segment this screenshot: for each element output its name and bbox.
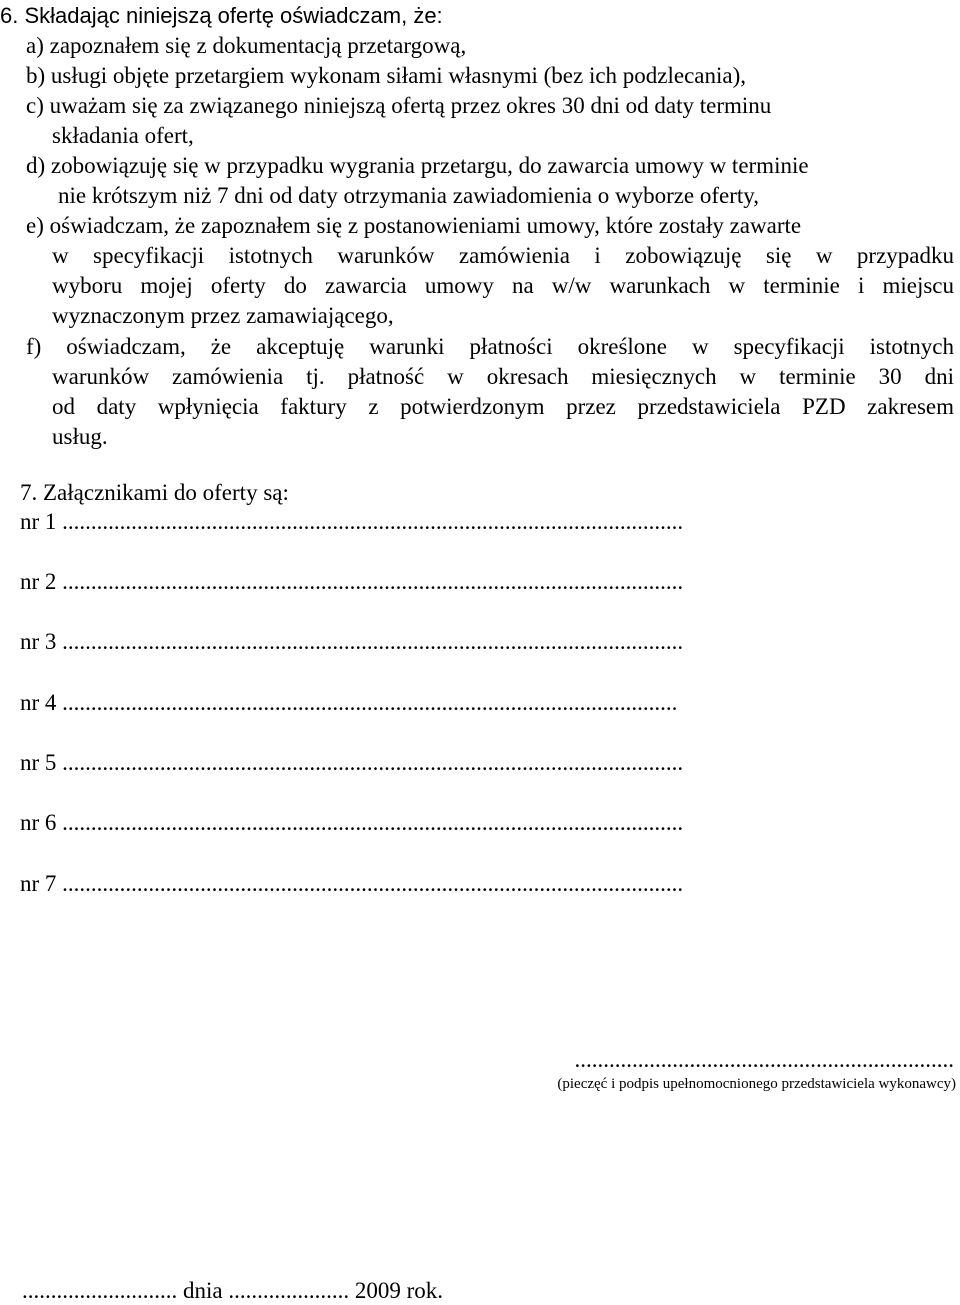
clause-f-line-1: f) oświadczam, że akceptuję warunki płatności określone w specyfikacji istotnych — [26, 334, 954, 359]
clause-c-line-2: składania ofert, — [52, 123, 194, 148]
attachment-line-6: nr 6 ............................................................................................................ — [20, 810, 684, 835]
clause-f-line-3: od daty wpłynięcia faktury z potwierdzonym przez przedstawiciela PZD zakresem — [52, 394, 954, 419]
clause-f-line-4: usług. — [52, 424, 108, 449]
attachment-line-4: nr 4 ........................................................................................................... — [20, 690, 678, 715]
clause-e-line-4: wyznaczonym przez zamawiającego, — [52, 303, 394, 328]
attachment-line-7: nr 7 ............................................................................................................ — [20, 871, 684, 896]
attachment-line-3: nr 3 ............................................................................................................ — [20, 629, 684, 654]
attachment-line-5: nr 5 ............................................................................................................ — [20, 750, 684, 775]
signature-dots: .................................................................. — [574, 1047, 954, 1072]
section-7-heading: 7. Załącznikami do oferty są: — [20, 480, 289, 505]
signature-caption: (pieczęć i podpis upełnomocnionego przedstawiciela wykonawcy) — [557, 1076, 956, 1092]
attachment-line-2: nr 2 ............................................................................................................ — [20, 569, 684, 594]
clause-a: a) zapoznałem się z dokumentacją przetargową, — [26, 33, 467, 58]
attachment-line-1: nr 1 ............................................................................................................ — [20, 509, 684, 534]
clause-f-line-2: warunków zamówienia tj. płatność w okresach miesięcznych w terminie 30 dni — [52, 364, 954, 389]
section-6-heading: 6. Składając niniejszą ofertę oświadczam, że: — [0, 3, 443, 28]
clause-e-line-2: w specyfikacji istotnych warunków zamówienia i zobowiązuję się w przypadku — [52, 243, 954, 268]
clause-e-line-1: e) oświadczam, że zapoznałem się z postanowieniami umowy, które zostały zawarte — [26, 213, 802, 238]
date-line: ........................... dnia ..................... 2009 rok. — [22, 1278, 444, 1303]
clause-e-line-3: wyboru mojej oferty do zawarcia umowy na w/w warunkach w terminie i miejscu — [52, 273, 954, 298]
clause-d-line-2: nie krótszym niż 7 dni od daty otrzymania zawiadomienia o wyborze oferty, — [58, 183, 760, 208]
clause-c-line-1: c) uważam się za związanego niniejszą ofertą przez okres 30 dni od daty terminu — [26, 93, 772, 118]
clause-b: b) usługi objęte przetargiem wykonam siłami własnymi (bez ich podzlecania), — [26, 63, 747, 88]
clause-d-line-1: d) zobowiązuję się w przypadku wygrania przetargu, do zawarcia umowy w terminie — [26, 153, 809, 178]
